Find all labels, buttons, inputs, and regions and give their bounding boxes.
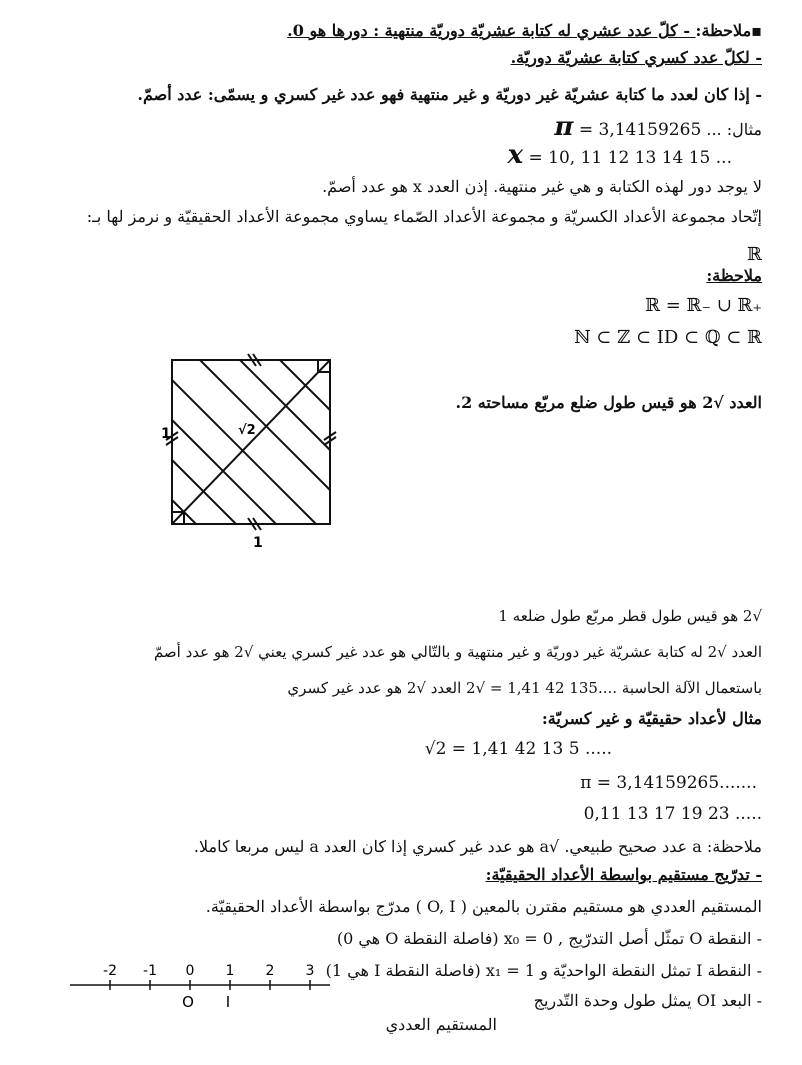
tick-label: 0 [185,963,195,979]
pi-symbol: π [554,112,574,142]
irrational-note: لا يوجد دور لهذه الكتابة و هي غير منتهية. إذن العدد x هو عدد أصمّ. [322,177,762,196]
example-x-line [40,141,732,172]
unit-distance-line: - البعد OI يمثل طول وحدة التّدريج [533,991,762,1010]
calculator-statement: باستعمال الآلة الحاسبة ....135 42 1,41 = √2 العدد √2 هو عدد غير كسري [287,679,762,697]
side-label-bottom: 1 [253,535,263,550]
example-pi: π = 3,14159265....... [580,773,757,793]
note-text-1: - كلّ عدد عشري له كتابة عشريّة دوريّة منتهية : دورها هو 0. [287,21,696,40]
note-line-1 [40,20,762,42]
example-sqrt2: √2 = 1,41 42 13 5 ..... [424,739,612,759]
example-heading: مثال لأعداد حقيقيّة و غير كسريّة: [541,709,762,728]
note-heading-2: ملاحظة: [706,266,762,285]
real-set-symbol: ℝ [747,244,762,265]
unit-point-line: - النقطة I تمثل النقطة الواحديّة و x₁ = 1 (فاصلة النقطة I هي 1) [325,961,762,980]
number-line [60,955,340,1015]
sqrt-a-note: ملاحظة: a عدد صحيح طبيعي. √a هو عدد غير كسري إذا كان العدد a ليس مربعا كاملا. [193,837,762,856]
set-inclusion-chain: ℕ ⊂ ℤ ⊂ ID ⊂ ℚ ⊂ ℝ [574,327,762,348]
square-diagram [160,350,350,550]
side-label-left: 1 [161,426,171,442]
note-line-3: - إذا كان لعدد ما كتابة عشريّة غير دوريّة و غير منتهية فهو عدد غير كسري و يسمّى: عدد أصمّ. [137,85,762,104]
point-i-label: I [225,993,231,1011]
sqrt2-side-statement: العدد √2 هو قيس طول ضلع مربّع مساحته 2. [455,393,762,412]
graduation-heading: - تدرّيج مستقيم بواسطة الأعداد الحقيقيّة: [485,865,762,884]
real-union-formula: ℝ = ℝ₋ ∪ ℝ₊ [645,295,762,316]
tick-label: 2 [265,963,275,979]
sqrt2-irrational-statement: العدد √2 له كتابة عشريّة غير دوريّة و غير منتهية و بالتّالي هو عدد غير كسري يعني √2 هو عدد أصمّ [153,643,762,661]
tick-label: -1 [143,963,157,979]
note-line-2: - لكلّ عدد كسري كتابة عشريّة دوريّة. [510,48,762,67]
tick-label: -2 [103,963,117,979]
origin-point-line: - النقطة O تمثّل أصل التدرّيج , x₀ = 0 (فاصلة النقطة O هي 0) [336,929,762,948]
number-line-definition: المستقيم العددي هو مستقيم مقترن بالمعين ( O, I ) مدرّج بواسطة الأعداد الحقيقيّة. [205,897,762,916]
x-value: = 10, 11 12 13 14 15 ... [528,148,732,168]
note-label: ▪ملاحظة: [695,21,762,40]
tick-label: 1 [225,963,235,979]
diagonal-label: √2 [238,423,256,438]
tick-label: 3 [305,963,315,979]
sqrt2-diagonal-statement: √2 هو قيس طول قطر مربّع طول ضلعه 1 [498,607,762,625]
point-o-label: O [182,993,194,1011]
number-line-caption: المستقيم العددي [385,1015,497,1034]
example-decimal: 0,11 13 17 19 23 ..... [583,804,762,824]
x-symbol: x [507,140,524,170]
example-label: مثال: ... [706,120,762,139]
union-definition: إتّحاد مجموعة الأعداد الكسريّة و مجموعة الأعداد الصّماء يساوي مجموعة الأعداد الحقيقيّة و نرمز لها بـ: [86,207,762,226]
pi-value: = 3,14159265 [578,120,702,140]
